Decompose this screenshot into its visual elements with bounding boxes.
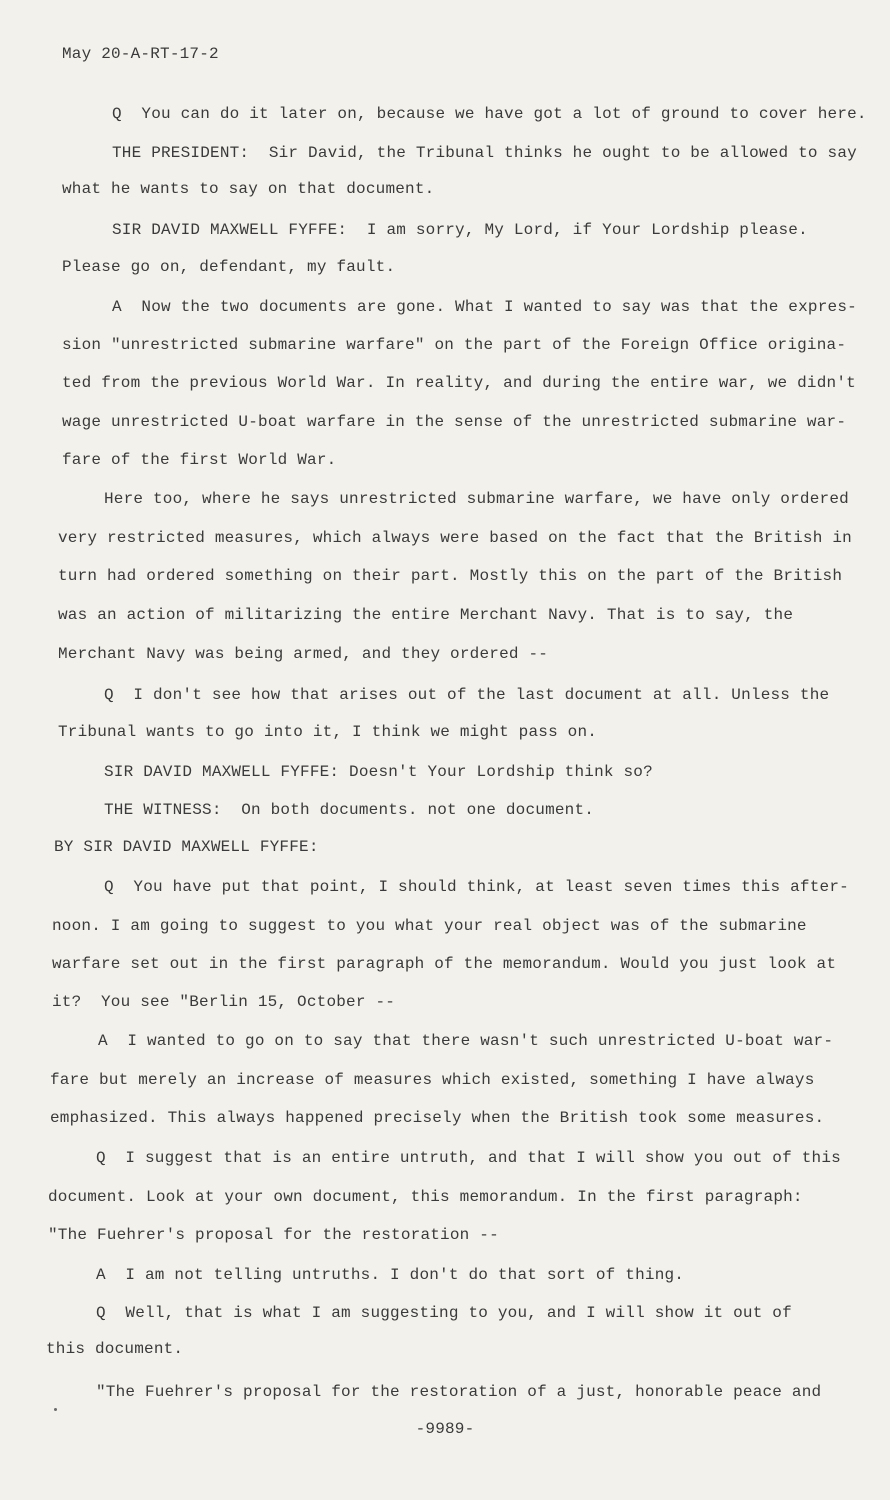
transcript-line: wage unrestricted U-boat warfare in the sense of the unrestricted submarine war- [62, 413, 847, 431]
transcript-line: SIR DAVID MAXWELL FYFFE: I am sorry, My Lord, if Your Lordship please. [112, 221, 808, 239]
transcript-line: ted from the previous World War. In reality, and during the entire war, we didn't [62, 374, 856, 392]
transcript-line: emphasized. This always happened precisely when the British took some measures. [50, 1109, 825, 1127]
transcript-line: Tribunal wants to go into it, I think we might pass on. [58, 723, 598, 741]
transcript-line: "The Fuehrer's proposal for the restoration -- [48, 1226, 499, 1244]
transcript-line: THE WITNESS: On both documents. not one document. [104, 801, 595, 819]
transcript-line: THE PRESIDENT: Sir David, the Tribunal thinks he ought to be allowed to say [112, 144, 857, 162]
transcript-line: A I am not telling untruths. I don't do that sort of thing. [96, 1266, 685, 1284]
transcript-line: turn had ordered something on their part. Mostly this on the part of the British [58, 567, 843, 585]
transcript-line: what he wants to say on that document. [62, 180, 435, 198]
transcript-line: Q I don't see how that arises out of the last document at all. Unless the [104, 686, 830, 704]
transcript-line: A I wanted to go on to say that there wasn't such unrestricted U-boat war- [98, 1032, 834, 1050]
transcript-line: Q You have put that point, I should think, at least seven times this after- [104, 878, 849, 896]
transcript-line: it? You see "Berlin 15, October -- [52, 993, 396, 1011]
transcript-line: was an action of militarizing the entire Merchant Navy. That is to say, the [58, 606, 794, 624]
transcript-line: Please go on, defendant, my fault. [62, 258, 396, 276]
page-number: -9989- [415, 1420, 475, 1438]
transcript-line: very restricted measures, which always were based on the fact that the British in [58, 529, 852, 547]
transcript-line: sion "unrestricted submarine warfare" on the part of the Foreign Office origina- [62, 336, 847, 354]
transcript-line: fare but merely an increase of measures which existed, something I have always [50, 1071, 815, 1089]
document-reference: May 20-A-RT-17-2 [62, 45, 219, 63]
transcript-line: "The Fuehrer's proposal for the restoration of a just, honorable peace and [96, 1383, 822, 1401]
transcript-line: Q I suggest that is an entire untruth, and that I will show you out of this [96, 1149, 841, 1167]
transcript-line: warfare set out in the first paragraph of the memorandum. Would you just look at [52, 955, 837, 973]
transcript-line: A Now the two documents are gone. What I wanted to say was that the expres- [112, 298, 857, 316]
transcript-line: SIR DAVID MAXWELL FYFFE: Doesn't Your Lordship think so? [104, 763, 653, 781]
transcript-line: Q You can do it later on, because we have got a lot of ground to cover here. [112, 105, 867, 123]
transcript-line: noon. I am going to suggest to you what your real object was of the submarine [52, 917, 807, 935]
transcript-line: document. Look at your own document, this memorandum. In the first paragraph: [48, 1188, 803, 1206]
transcript-line: fare of the first World War. [62, 451, 337, 469]
transcript-line: Q Well, that is what I am suggesting to you, and I will show it out of [96, 1304, 792, 1322]
transcript-line: this document. [46, 1340, 184, 1358]
transcript-line: Merchant Navy was being armed, and they ordered -- [58, 645, 549, 663]
paper-speck [54, 1408, 57, 1411]
transcript-line: BY SIR DAVID MAXWELL FYFFE: [54, 838, 319, 856]
transcript-line: Here too, where he says unrestricted submarine warfare, we have only ordered [104, 490, 849, 508]
